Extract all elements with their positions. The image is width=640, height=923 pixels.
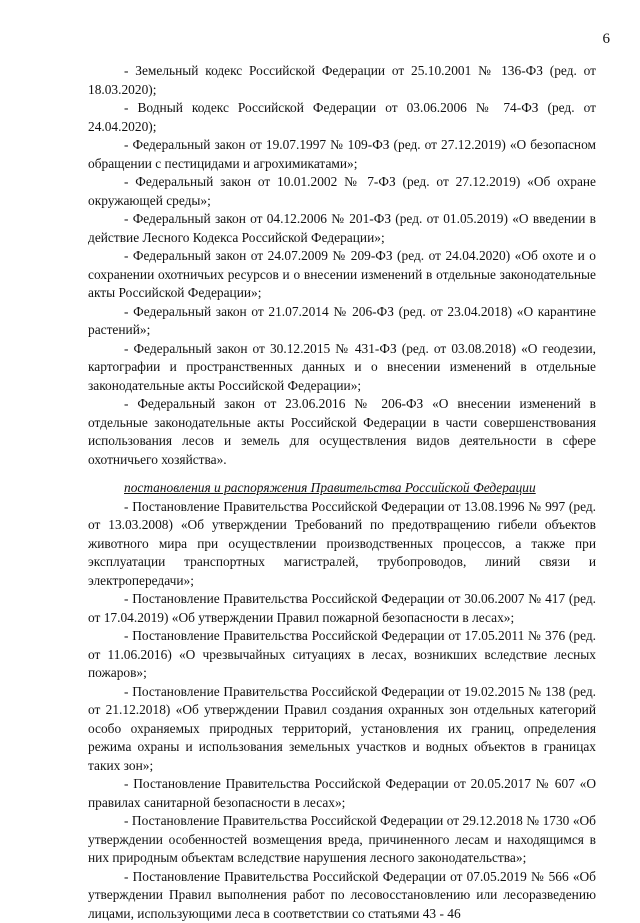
law-item-plant-quarantine: - Федеральный закон от 21.07.2014 № 206-ФЗ (ред. от 23.04.2018) «О карантине растений»; xyxy=(88,303,596,340)
law-item-water-code: - Водный кодекс Российской Федерации от 03.06.2006 № 74-ФЗ (ред. от 24.04.2020); xyxy=(88,99,596,136)
law-item-forest-land-use: - Федеральный закон от 23.06.2016 № 206-ФЗ «О внесении изменений в отдельные законодательные акты Российской Федерации в части совершенствования использования лесов и земель для осуществления видов деятельности в сфере охотничьего хозяйства». xyxy=(88,395,596,469)
section-heading-government-decrees: постановления и распоряжения Правительства Российской Федерации xyxy=(88,479,596,498)
law-item-forest-code-enactment: - Федеральный закон от 04.12.2006 № 201-ФЗ (ред. от 01.05.2019) «О введении в действие Лесного Кодекса Российской Федерации»; xyxy=(88,210,596,247)
document-body xyxy=(88,62,596,923)
law-item-land-code: - Земельный кодекс Российской Федерации от 25.10.2001 № 136-ФЗ (ред. от 18.03.2020); xyxy=(88,62,596,99)
page-number: 6 xyxy=(603,30,611,48)
decree-item-reforestation: - Постановление Правительства Российской Федерации от 07.05.2019 № 566 «Об утверждении Правил выполнения работ по лесовосстановлению или лесоразведению лицами, использующими леса в соответствии со статьями 43 - 46 xyxy=(88,868,596,923)
law-item-hunting: - Федеральный закон от 24.07.2009 № 209-ФЗ (ред. от 24.04.2020) «Об охоте и о сохранении охотничьих ресурсов и о внесении изменений в отдельные законодательные акты Российской Федерации»; xyxy=(88,247,596,303)
decree-item-damage-compensation: - Постановление Правительства Российской Федерации от 29.12.2018 № 1730 «Об утверждении особенностей возмещения вреда, причиненного лесам и находящимся в них природным объектам вследствие нарушения лесного законодательства»; xyxy=(88,812,596,868)
decree-item-sanitary-safety: - Постановление Правительства Российской Федерации от 20.05.2017 № 607 «О правилах санитарной безопасности в лесах»; xyxy=(88,775,596,812)
law-item-environment: - Федеральный закон от 10.01.2002 № 7-ФЗ (ред. от 27.12.2019) «Об охране окружающей среды»; xyxy=(88,173,596,210)
law-item-geodesy: - Федеральный закон от 30.12.2015 № 431-ФЗ (ред. от 03.08.2018) «О геодезии, картографии и пространственных данных и о внесении изменений в отдельные законодательные акты Российской Федерации»; xyxy=(88,340,596,396)
law-item-pesticides: - Федеральный закон от 19.07.1997 № 109-ФЗ (ред. от 27.12.2019) «О безопасном обращении с пестицидами и агрохимикатами»; xyxy=(88,136,596,173)
decree-item-protected-zones: - Постановление Правительства Российской Федерации от 19.02.2015 № 138 (ред. от 21.12.2018) «Об утверждении Правил создания охранных зон отдельных категорий особо охраняемых природных территорий, установления их границ, определения режима охраны и использования земельных участков и водных объектов в границах таких зон»; xyxy=(88,683,596,776)
decree-item-fire-safety: - Постановление Правительства Российской Федерации от 30.06.2007 № 417 (ред. от 17.04.2019) «Об утверждении Правил пожарной безопасности в лесах»; xyxy=(88,590,596,627)
decree-item-forest-emergencies: - Постановление Правительства Российской Федерации от 17.05.2011 № 376 (ред. от 11.06.2016) «О чрезвычайных ситуациях в лесах, возникших вследствие лесных пожаров»; xyxy=(88,627,596,683)
decree-item-wildlife-protection: - Постановление Правительства Российской Федерации от 13.08.1996 № 997 (ред. от 13.03.2008) «Об утверждении Требований по предотвращению гибели объектов животного мира при осуществлении производственных процессов, а также при эксплуатации транспортных магистралей, трубопроводов, линий связи и электропередачи»; xyxy=(88,498,596,591)
